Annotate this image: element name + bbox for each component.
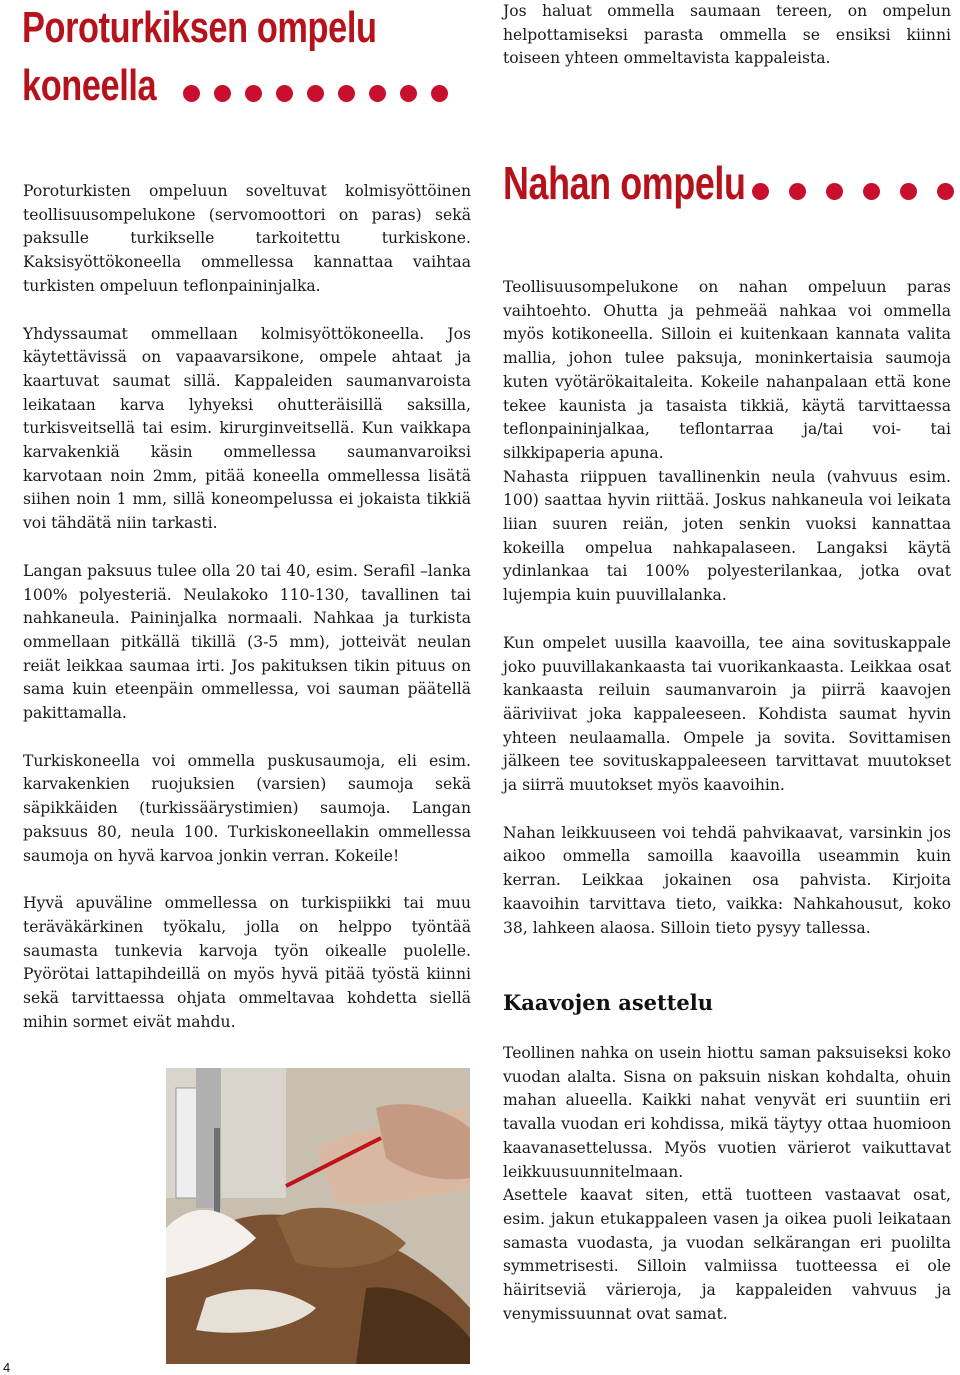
right-column [503,276,951,940]
left-paragraph-2: Yhdyssaumat ommellaan kolmisyöttökoneella. Jos käytettävissä on vapaavarsikone, ompele ahtaat ja kaartuvat saumat sillä. Kappaleiden saumanvaroista leikataan karva lyhyeksi ohutteräisillä saksilla, turkisveitsellä tai esim. kirurginveitsellä. Kun vaikkapa karvakenkiä käsin ommellessa saumanvaroiksi karvotaan noin 2mm, pitää koneella ommellessa lisätä siihen noin 1 mm, sillä koneompelussa ei jokaista tikkiä voi tähdätä niin tarkasti. [23,324,471,533]
page-number: 4 [3,1360,11,1375]
section-title-nahan-ompelu: Nahan ompelu [503,157,746,209]
title-dots-decoration [183,85,462,102]
page-title-line-2: koneella [22,61,157,110]
right-paragraph-5: Teollinen nahka on usein hiottu saman paksuiseksi koko vuodan alalta. Sisna on paksuin niskan kohdalta, ohuin mahan alueella. Kaikki nahat venyvät eri suuntiin eri tavalla vuodan eri kohdissa, mikä täytyy ottaa huomioon kaavanasettelussa. Myös vuotien värierot vaikuttavat leikkuusuunnitelmaan. [503,1044,951,1181]
left-paragraph-4: Turkiskoneella voi ommella puskusaumoja, eli esim. karvakenkien ruojuksien (varsien) saumoja sekä säpikkäiden (turkissäärystimien) saumoja. Langan paksuus 80, neula 100. Turkiskoneellakin ommellessa saumoja on hyvä karvoa jonkin verran. Kokeile! [23,751,471,865]
section-dots-decoration [752,183,954,200]
right-paragraph-2: Nahasta riippuen tavallinenkin neula (vahvuus esim. 100) saattaa hyvin riittää. Joskus nahkaneula voi leikata liian suuren reiän, joten senkin vuoksi kannattaa kokeilla ompelua nahkapalaseen. Langaksi käytä ydinlankaa tai 100% polyesterilankaa, jotka ovat lujempia kuin puuvillalanka. [503,467,951,605]
right-paragraph-6: Asettele kaavat siten, että tuotteen vastaavat osat, esim. jakun etukappaleen vasen ja oikea puoli leikataan samasta vuodasta, ja vuodan selkärangan eri puolilta symmetrisesti. Silloin valmiissa tuotteessa ei ole häiritseviä värieroja, ja kappaleiden vahvuus ja venymissuunnat ovat samat. [503,1186,951,1323]
right-paragraph-3: Kun ompelet uusilla kaavoilla, tee aina sovituskappale joko puuvillakankaasta tai vuorikankaasta. Leikkaa osat kankaasta reiluin saumanvaroin ja piirrä kaavojen ääriviivat joka kappaleeseen. Kohdista saumat hyvin yhteen neulaamalla. Ompele ja sovita. Sovittamisen jälkeen tee sovituskappaleeseen tarvittavat muutokset ja siirrä muutokset myös kaavoihin. [503,633,951,795]
left-paragraph-5: Hyvä apuväline ommellessa on turkispiikki tai muu teräväkärkinen työkalu, jolla on helppo työntää saumasta tunkevia karvoja työn oikealle puolelle. Pyörötai lattapihdeillä on myös hyvä pitää työstä kiinni sekä tarvittaessa ohjata ommeltavaa kohdetta siellä mihin sormet eivät mahdu. [23,894,471,1031]
left-paragraph-3: Langan paksuus tulee olla 20 tai 40, esim. Serafil –lanka 100% polyesteriä. Neulakoko 110-130, tavallinen tai nahkaneula. Paininjalka normaali. Nahkaa ja turkista ommellaan pitkällä tikillä (3-5 mm), jotteivät neulan reiät leikkaa saumaa irti. Jos pakituksen tikin pituus on sama kuin eteenpäin ommellessa, voi sauman päätellä pakittamalla. [23,561,471,723]
left-column [23,180,471,1035]
sewing-machine-photo [166,1068,470,1364]
page-title-line-1: Poroturkiksen ompelu [22,3,377,52]
left-paragraph-1: Poroturkisten ompeluun soveltuvat kolmisyöttöinen teollisuusompelukone (servomoottori on paras) sekä paksulle turkikselle tarkoitettu turkiskone. Kaksisyöttökoneella ommellessa kannattaa vaihtaa turkisten ompeluun teflonpaininjalka. [23,182,471,295]
right-paragraph-1: Teollisuusompelukone on nahan ompeluun paras vaihtoehto. Ohutta ja pehmeää nahkaa voi ommella myös kotikoneella. Silloin ei kuitenkaan kannata valita mallia, johon tulee paksuja, moninkertaisia saumoja kuten vyötärökaitaleita. Kokeile nahanpalaan että kone tekee kaunista ja tasaista tikkiä, käytä tarvittaessa teflonpaininjalkaa, teflontarraa ja/tai voi- tai silkkipaperia apuna. [503,278,951,462]
right-column-lower [503,1042,951,1326]
subsection-title-kaavojen-asettelu: Kaavojen asettelu [503,990,714,1015]
sewing-photo-illustration [166,1068,470,1364]
right-intro: Jos haluat ommella saumaan tereen, on ompelun helpottamiseksi parasta ommella se ensiksi kiinni toiseen yhteen ommeltavista kappaleista. [503,2,951,68]
right-paragraph-4: Nahan leikkuuseen voi tehdä pahvikaavat, varsinkin jos aikoo ommella samoilla kaavoilla useammin kuin kerran. Leikkaa jokainen osa pahvista. Kirjoita kaavoihin tarvittava tieto, vaikka: Nahkahousut, koko 38, lahkeen alaosa. Silloin tieto pysyy tallessa. [503,823,951,937]
